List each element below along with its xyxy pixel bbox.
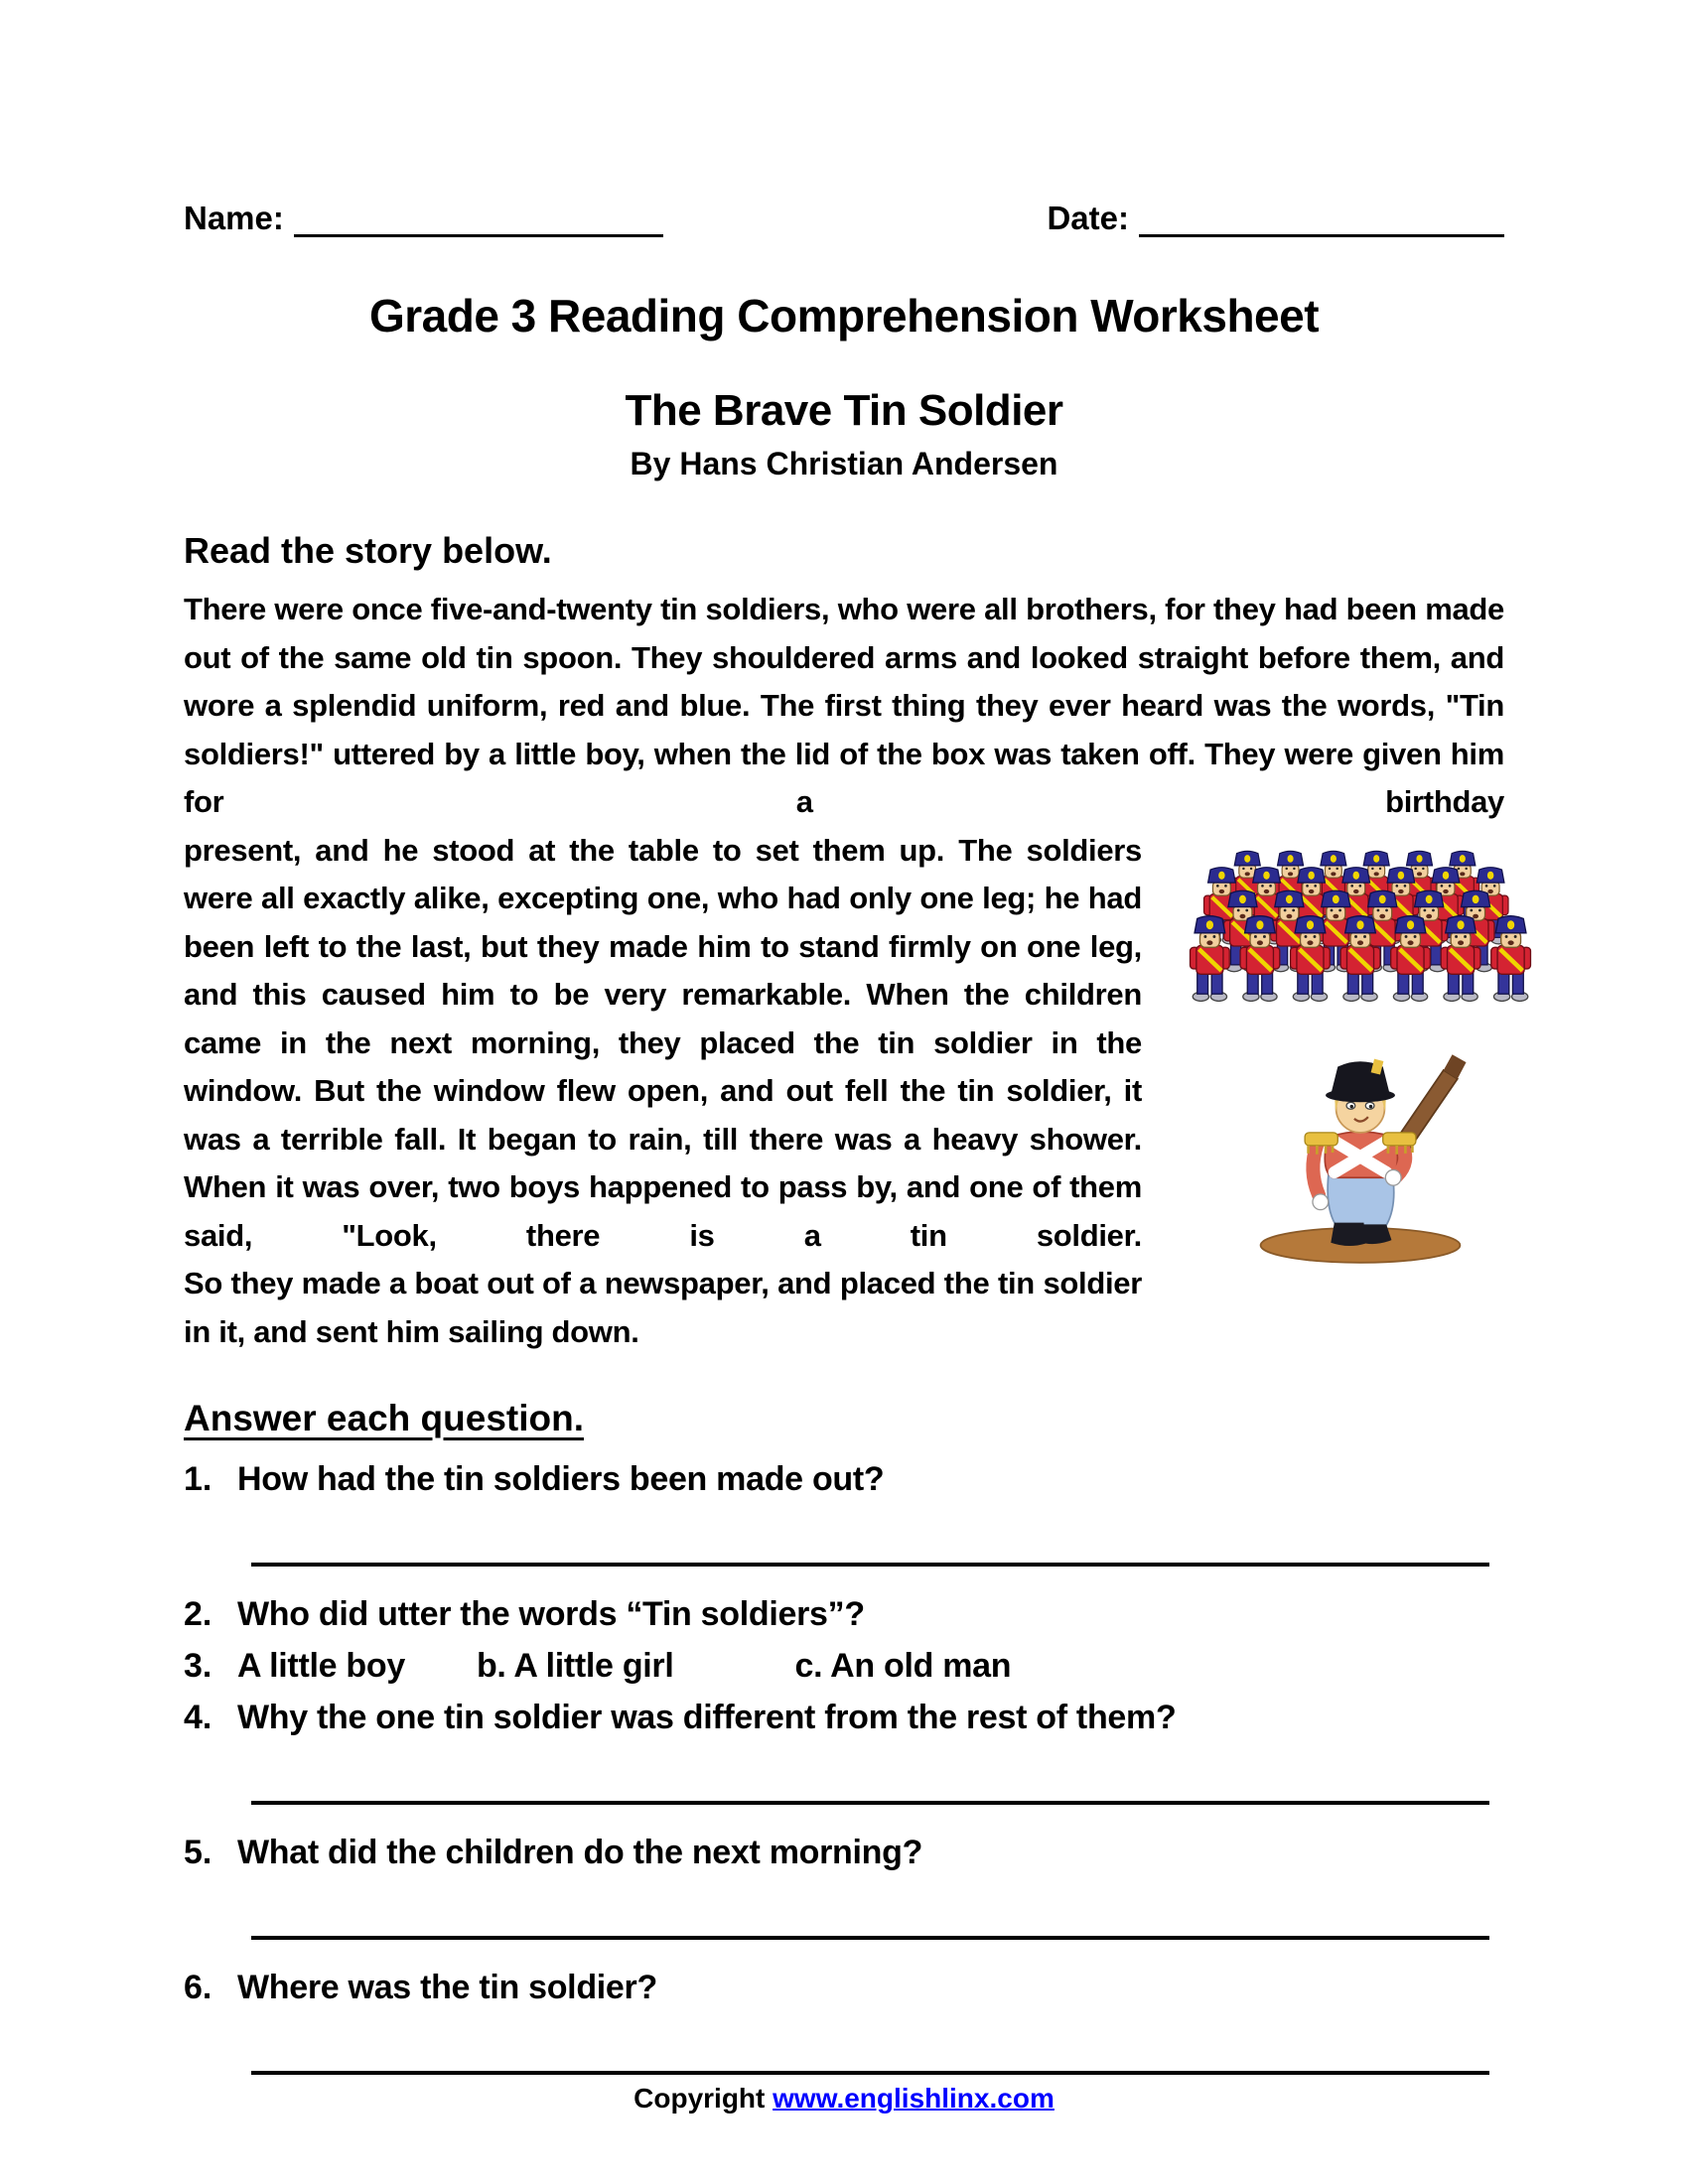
story-paragraph-wrapped: present, and he stood at the table to set them up. The soldiers were all exactly alike, excepting one, who had only one leg; he had been left to the last, but they made him to stand firmly on one leg, and this caused him to be very remarkable. When the children came in the next morning, they placed the tin soldier in the window. But the window flew open, and out fell the tin soldier, it was a terrible fall. It began to rain, till there was a heavy shower. When it was over, two boys happened to pass by, and one of them said, "Look, there is a tin soldier. <box>184 832 1142 1253</box>
option-c: c. An old man <box>794 1647 1012 1685</box>
question-4 <box>184 1694 1504 1741</box>
question-text: What did the children do the next morning? <box>237 1834 923 1871</box>
date-field <box>1047 199 1504 237</box>
footer <box>184 2083 1504 2115</box>
answer-line-6 <box>251 2071 1489 2075</box>
question-number: 6. <box>184 1969 212 2006</box>
question-6 <box>184 1964 1504 2011</box>
tin-soldiers-group-image <box>1157 849 1564 1032</box>
question-number: 4. <box>184 1699 212 1736</box>
question-text: Who did utter the words “Tin soldiers”? <box>237 1595 865 1633</box>
copyright-label: Copyright <box>633 2083 766 2114</box>
question-5 <box>184 1829 1504 1876</box>
name-blank-line <box>294 199 663 237</box>
question-1 <box>184 1455 1504 1503</box>
read-instruction: Read the story below. <box>184 530 552 571</box>
question-number: 5. <box>184 1834 212 1871</box>
answer-line-1 <box>251 1563 1489 1567</box>
copyright-link[interactable]: www.englishlinx.com <box>773 2083 1055 2114</box>
worksheet-title: Grade 3 Reading Comprehension Worksheet <box>368 290 1320 341</box>
question-number: 1. <box>184 1460 212 1498</box>
option-a: A little boy <box>237 1647 405 1685</box>
story-paragraph-intro: There were once five-and-twenty tin soldiers, who were all brothers, for they had been made out of the same old tin spoon. They shouldered arms and looked straight before them, and wore a splendid uniform, red and blue. The first thing they ever heard was the words, "Tin soldiers!" uttered by a little boy, when the lid of the box was taken off. They were given him for a birthday <box>184 592 1504 819</box>
story-middle-section <box>184 827 1504 1261</box>
name-label: Name: <box>184 200 284 236</box>
header <box>184 199 1504 237</box>
date-blank-line <box>1139 199 1504 237</box>
answer-line-5 <box>251 1936 1489 1940</box>
question-3-options <box>184 1642 1504 1690</box>
answer-line-4 <box>251 1801 1489 1805</box>
question-text: Where was the tin soldier? <box>237 1969 657 2006</box>
story-paragraph-outro: So they made a boat out of a newspaper, and placed the tin soldier in it, and sent him sailing down. <box>184 1266 1142 1349</box>
single-soldier-wrap <box>1230 1040 1490 1271</box>
question-number: 2. <box>184 1595 212 1633</box>
story-illustrations <box>1157 849 1564 1271</box>
question-text: How had the tin soldiers been made out? <box>237 1460 885 1498</box>
name-field <box>184 199 663 237</box>
questions-heading: Answer each question. <box>184 1398 584 1438</box>
story-byline: By Hans Christian Andersen <box>630 446 1058 481</box>
tin-soldier-image <box>1230 1040 1490 1271</box>
date-label: Date: <box>1047 200 1129 236</box>
option-b: b. A little girl <box>476 1647 674 1685</box>
question-text: Why the one tin soldier was different from the rest of them? <box>237 1699 1177 1736</box>
question-number: 3. <box>184 1647 212 1685</box>
question-2 <box>184 1590 1504 1638</box>
story-title: The Brave Tin Soldier <box>625 386 1063 435</box>
